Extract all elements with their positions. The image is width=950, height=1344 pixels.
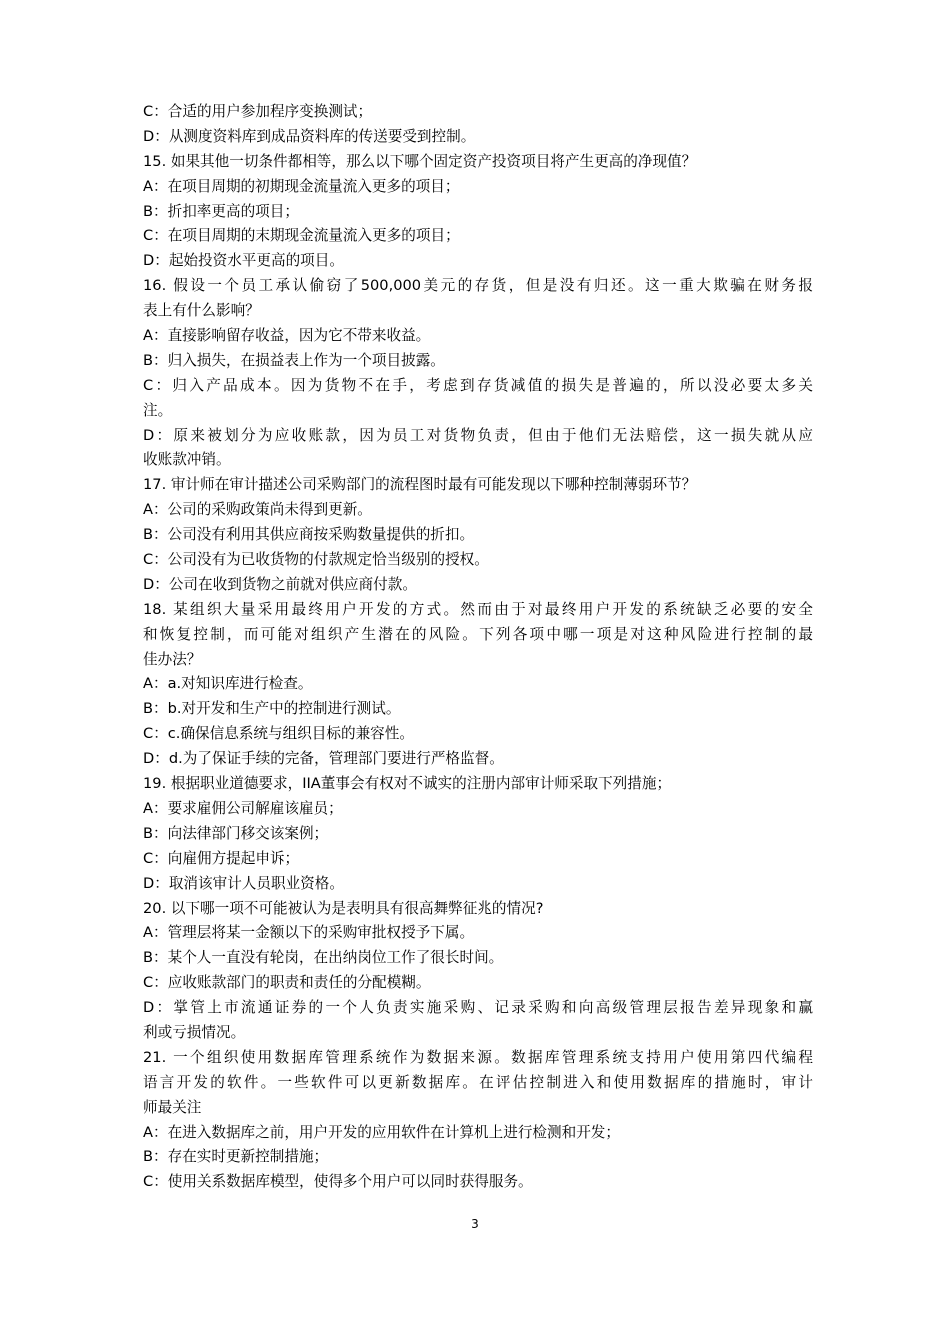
text-line: A：a.对知识库进行检查。 bbox=[143, 675, 313, 693]
text-line: 佳办法？ bbox=[143, 650, 202, 668]
text-line: D：起始投资水平更高的项目。 bbox=[143, 252, 344, 270]
text-line: A：要求雇佣公司解雇该雇员； bbox=[143, 799, 343, 817]
text-line: A：公司的采购政策尚未得到更新。 bbox=[143, 501, 372, 519]
text-line: C：在项目周期的末期现金流量流入更多的项目； bbox=[143, 227, 460, 245]
text-line: B：某个人一直没有轮岗，在出纳岗位工作了很长时间。 bbox=[143, 949, 504, 967]
text-line: 19. 根据职业道德要求，IIA董事会有权对不诚实的注册内部审计师采取下列措施； bbox=[143, 775, 672, 793]
text-line: D：取消该审计人员职业资格。 bbox=[143, 874, 344, 892]
text-line: A：在项目周期的初期现金流量流入更多的项目； bbox=[143, 177, 460, 195]
text-line: 17. 审计师在审计描述公司采购部门的流程图时最有可能发现以下哪种控制薄弱环节？ bbox=[143, 476, 697, 494]
text-line: B：公司没有利用其供应商按采购数量提供的折扣。 bbox=[143, 526, 475, 544]
text-line: A：管理层将某一金额以下的采购审批权授予下属。 bbox=[143, 924, 475, 942]
text-line: D：原来被划分为应收账款，因为员工对货物负责，但由于他们无法赔偿，这一损失就从应 bbox=[143, 426, 813, 444]
text-line: A：在进入数据库之前，用户开发的应用软件在计算机上进行检测和开发； bbox=[143, 1123, 620, 1141]
text-line: D：d.为了保证手续的完备，管理部门要进行严格监督。 bbox=[143, 750, 504, 768]
page-body bbox=[143, 100, 813, 1195]
text-line: 20. 以下哪一项不可能被认为是表明具有很高舞弊征兆的情况? bbox=[143, 899, 544, 917]
text-line: 和恢复控制，而可能对组织产生潜在的风险。下列各项中哪一项是对这种风险进行控制的最 bbox=[143, 625, 813, 643]
text-line: B：归入损失，在损益表上作为一个项目披露。 bbox=[143, 351, 445, 369]
text-line: 师最关注 bbox=[143, 1098, 202, 1116]
text-line: 收账款冲销。 bbox=[143, 451, 231, 469]
text-line: B：折扣率更高的项目； bbox=[143, 202, 299, 220]
page-number: 3 bbox=[471, 1217, 479, 1231]
text-line: C：向雇佣方提起申诉； bbox=[143, 849, 300, 867]
text-line: B：b.对开发和生产中的控制进行测试。 bbox=[143, 700, 401, 718]
text-line: 21. 一个组织使用数据库管理系统作为数据来源。数据库管理系统支持用户使用第四代编程 bbox=[143, 1048, 813, 1066]
text-line: 15. 如果其他一切条件都相等，那么以下哪个固定资产投资项目将产生更高的净现值？ bbox=[143, 152, 697, 170]
text-line: C：归入产品成本。因为货物不在手，考虑到存货减值的损失是普遍的，所以没必要太多关 bbox=[143, 376, 813, 394]
text-line: B：向法律部门移交该案例； bbox=[143, 824, 329, 842]
text-line: C：公司没有为已收货物的付款规定恰当级别的授权。 bbox=[143, 551, 489, 569]
text-line: 18. 某组织大量采用最终用户开发的方式。然而由于对最终用户开发的系统缺乏必要的安全 bbox=[143, 600, 813, 618]
text-line: 利或亏损情况。 bbox=[143, 1023, 246, 1041]
text-line: B：存在实时更新控制措施； bbox=[143, 1148, 329, 1166]
text-line: D：从测度资料库到成品资料库的传送要受到控制。 bbox=[143, 127, 476, 145]
text-line: C：合适的用户参加程序变换测试； bbox=[143, 103, 373, 120]
text-line: 语言开发的软件。一些软件可以更新数据库。在评估控制进入和使用数据库的措施时，审计 bbox=[143, 1073, 813, 1091]
text-line: A：直接影响留存收益，因为它不带来收益。 bbox=[143, 327, 431, 345]
text-line: C：c.确保信息系统与组织目标的兼容性。 bbox=[143, 725, 414, 743]
text-line: 16. 假设一个员工承认偷窃了500,000美元的存货，但是没有归还。这一重大欺骗在财务报 bbox=[143, 277, 813, 295]
text-line: 表上有什么影响？ bbox=[143, 302, 260, 320]
text-line: D：掌管上市流通证券的一个人负责实施采购、记录采购和向高级管理层报告差异现象和赢 bbox=[143, 999, 813, 1017]
text-line: D：公司在收到货物之前就对供应商付款。 bbox=[143, 575, 417, 593]
text-line: C：使用关系数据库模型，使得多个用户可以同时获得服务。 bbox=[143, 1173, 533, 1191]
text-line: C：应收账款部门的职责和责任的分配模糊。 bbox=[143, 974, 431, 992]
text-line: 注。 bbox=[143, 401, 173, 419]
